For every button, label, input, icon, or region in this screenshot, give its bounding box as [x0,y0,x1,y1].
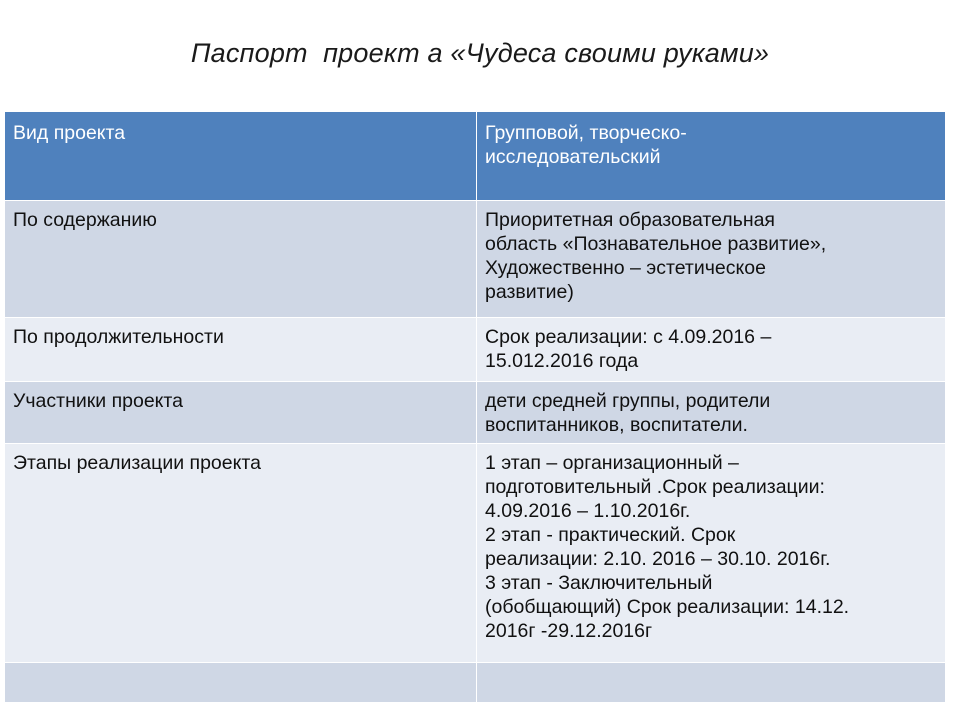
table-row [5,318,946,382]
table-row [5,201,946,318]
row-label-cell: По продолжительности [5,318,477,382]
row-value-cell: 1 этап – организационный – подготовительный .Срок реализации: 4.09.2016 – 1.10.2016г. 2 этап - практический. Срок реализации: 2.10. 2016 – 30.10. 2016г. 3 этап - Заключительный (обобщающий) Срок реализации: 14.12. 2016г -29.12.2016г [477,444,946,663]
page-title: Паспорт проект а «Чудеса своими руками» [190,38,770,68]
row-value-cell: дети средней группы, родители воспитанников, воспитатели. [477,382,946,444]
header-label-cell: Вид проекта [5,112,477,201]
table-row [5,663,946,703]
row-label-cell: По содержанию [5,201,477,318]
row-value-cell: Приоритетная образовательная область «Познавательное развитие», Художественно – эстетическое развитие) [477,201,946,318]
table-row [5,444,946,663]
row-label-cell: Этапы реализации проекта [5,444,477,663]
table-row [5,382,946,444]
row-label-cell [5,663,477,703]
row-value-cell: Срок реализации: с 4.09.2016 – 15.012.2016 года [477,318,946,382]
row-value-cell [477,663,946,703]
row-label-cell: Участники проекта [5,382,477,444]
project-passport-table [4,111,946,703]
table-header-row [5,112,946,201]
header-value-cell: Групповой, творческо- исследовательский [477,112,946,201]
